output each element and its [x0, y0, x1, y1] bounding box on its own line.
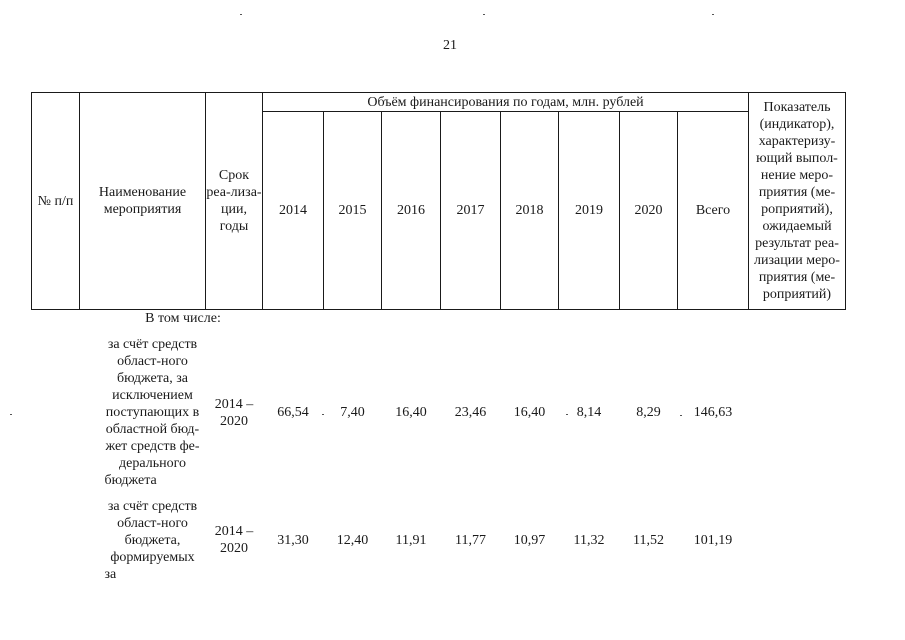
row-term: 2014 – 2020 — [214, 524, 254, 556]
row-value: 31,30 — [277, 532, 309, 548]
header-year: 2015 — [324, 112, 382, 310]
row-value: 11,32 — [573, 532, 605, 548]
page-number: 21 — [443, 38, 457, 53]
row-value: 16,40 — [395, 405, 427, 420]
in-that-number-label: В том числе: — [145, 311, 221, 327]
row-total: 146,63 — [693, 405, 733, 420]
row-value: 66,54 — [277, 405, 309, 420]
header-name: Наименование мероприятия — [80, 93, 206, 310]
header-year: 2014 — [263, 112, 324, 310]
row-value: 8,29 — [636, 405, 661, 420]
row-value: 16,40 — [513, 405, 546, 420]
row-value: 11,52 — [633, 532, 664, 548]
row-value: 10,97 — [513, 532, 546, 548]
header-year: 2017 — [441, 112, 501, 310]
header-indicator: Показатель (индикатор), характеризу-ющий выпол-нение меро-приятия (ме-роприятий), ожидаемый результат реа-лизации меро-приятия (ме-роприятий) — [749, 93, 846, 310]
row-value: 7,40 — [340, 405, 365, 420]
header-total: Всего — [678, 112, 749, 310]
header-year: 2018 — [501, 112, 559, 310]
table-row — [32, 328, 846, 498]
row-term: 2014 – 2020 — [214, 396, 254, 429]
row-total: 101,19 — [693, 532, 733, 548]
row-name: за счёт средств област-ного бюджета, за исключением поступающих в областной бюд-жет средств фе-дерального бюджета — [104, 337, 200, 488]
row-value: 23,46 — [454, 405, 487, 420]
row-name: за счёт средств област-ного бюджета, формируемых за — [104, 498, 198, 582]
table-row — [32, 498, 846, 583]
header-no: № п/п — [32, 93, 80, 310]
header-year: 2020 — [620, 112, 678, 310]
header-year: 2016 — [382, 112, 441, 310]
row-value: 11,77 — [455, 532, 486, 548]
funding-table — [31, 92, 846, 583]
header-funding-group: Объём финансирования по годам, млн. рублей — [263, 93, 749, 112]
row-value: 11,91 — [395, 532, 427, 548]
header-year: 2019 — [559, 112, 620, 310]
header-term: Срок реа-лиза-ции, годы — [206, 93, 263, 310]
row-value: 8,14 — [576, 405, 602, 420]
row-value: 12,40 — [336, 532, 369, 548]
